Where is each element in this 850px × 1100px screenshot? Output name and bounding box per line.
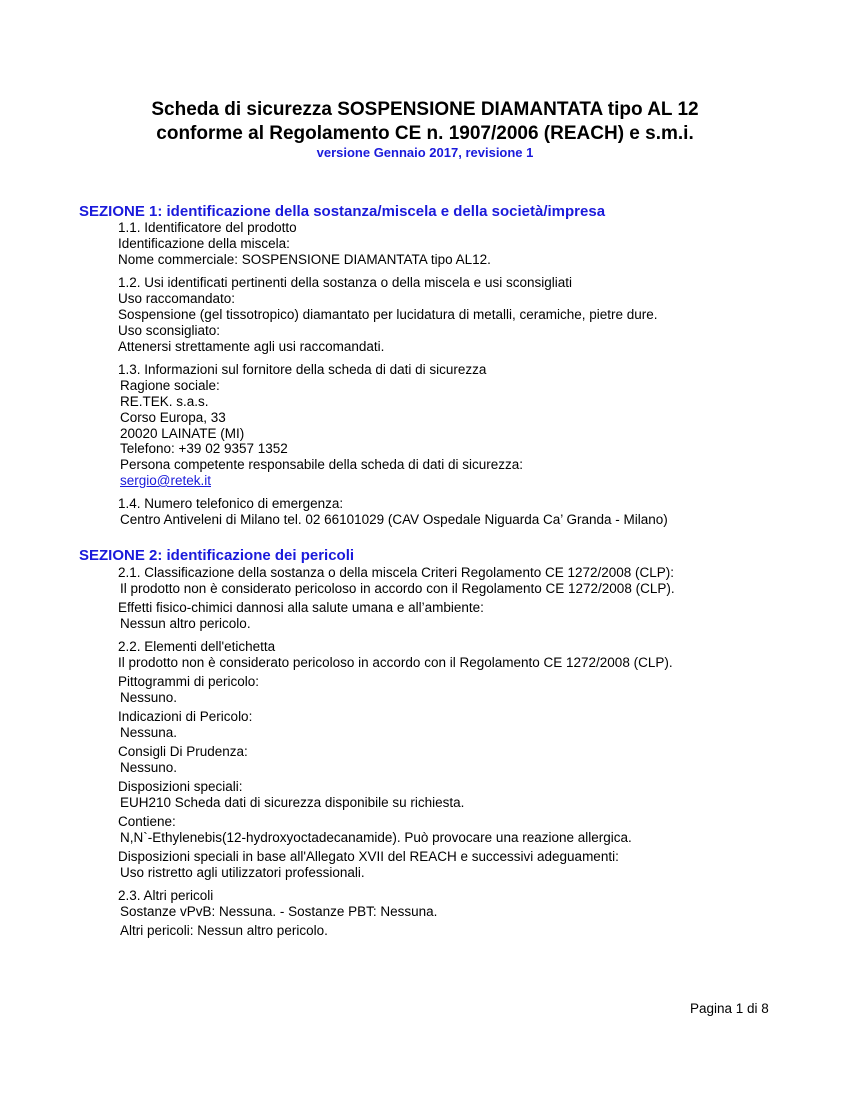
s1-2-line2: Sospensione (gel tissotropico) diamantato per lucidatura di metalli, ceramiche, pietre dure.	[118, 307, 658, 322]
s1-1-line1: Identificazione della miscela:	[118, 236, 290, 251]
s2-2-line9: EUH210 Scheda dati di sicurezza disponibile su richiesta.	[120, 795, 465, 810]
s1-3-line3: Corso Europa, 33	[120, 410, 226, 425]
s2-2-line12: Disposizioni speciali in base all'Allegato XVII del REACH e successivi adeguamenti:	[118, 849, 619, 864]
page-number: Pagina 1 di 8	[690, 1001, 769, 1016]
s2-2-line3: Nessuno.	[120, 690, 178, 705]
s2-2-line2: Pittogrammi di pericolo:	[118, 674, 260, 689]
s1-2-line4: Attenersi strettamente agli usi raccomandati.	[118, 339, 385, 354]
s1-4-title: 1.4. Numero telefonico di emergenza:	[118, 496, 344, 511]
email-link[interactable]: sergio@retek.it	[120, 473, 211, 488]
s1-3-title: 1.3. Informazioni sul fornitore della scheda di dati di sicurezza	[118, 362, 487, 377]
document-version: versione Gennaio 2017, revisione 1	[316, 145, 534, 160]
s1-3-line2: RE.TEK. s.a.s.	[120, 394, 209, 409]
s2-1-title: 2.1. Classificazione della sostanza o della miscela Criteri Regolamento CE 1272/2008 (CLP):	[118, 565, 675, 580]
section1-heading: SEZIONE 1: identificazione della sostanza/miscela e della società/impresa	[79, 203, 606, 220]
s2-2-title: 2.2. Elementi dell'etichetta	[118, 639, 276, 654]
s1-2-line3: Uso sconsigliato:	[118, 323, 221, 338]
s2-3-line2: Altri pericoli: Nessun altro pericolo.	[120, 923, 328, 938]
s2-2-line6: Consigli Di Prudenza:	[118, 744, 248, 759]
s2-3-title: 2.3. Altri pericoli	[118, 888, 214, 903]
document-title-line1: Scheda di sicurezza SOSPENSIONE DIAMANTATA tipo AL 12	[151, 99, 699, 120]
s2-2-line4: Indicazioni di Pericolo:	[118, 709, 253, 724]
s1-3-line6: Persona competente responsabile della scheda di dati di sicurezza:	[120, 457, 523, 472]
s1-3-line1: Ragione sociale:	[120, 378, 220, 393]
section2-heading: SEZIONE 2: identificazione dei pericoli	[79, 547, 355, 564]
s1-2-line1: Uso raccomandato:	[118, 291, 236, 306]
s2-3-line1: Sostanze vPvB: Nessuna. - Sostanze PBT: Nessuna.	[120, 904, 438, 919]
s2-2-line8: Disposizioni speciali:	[118, 779, 243, 794]
s2-2-line1: Il prodotto non è considerato pericoloso in accordo con il Regolamento CE 1272/2008 (CLP).	[118, 655, 673, 670]
s1-2-title: 1.2. Usi identificati pertinenti della sostanza o della miscela e usi sconsigliati	[118, 275, 572, 290]
s2-1-line1: Il prodotto non è considerato pericoloso in accordo con il Regolamento CE 1272/2008 (CLP).	[120, 581, 675, 596]
s1-3-line4: 20020 LAINATE (MI)	[120, 426, 245, 441]
s1-1-line2: Nome commerciale: SOSPENSIONE DIAMANTATA tipo AL12.	[118, 252, 491, 267]
s2-2-line13: Uso ristretto agli utilizzatori professionali.	[120, 865, 365, 880]
s2-1-line3: Nessun altro pericolo.	[120, 616, 251, 631]
s2-2-line11: N,N`-Ethylenebis(12-hydroxyoctadecanamide). Può provocare una reazione allergica.	[120, 830, 632, 845]
s2-2-line10: Contiene:	[118, 814, 176, 829]
document-title-line2: conforme al Regolamento CE n. 1907/2006 (REACH) e s.m.i.	[156, 123, 694, 144]
s1-3-line5: Telefono: +39 02 9357 1352	[120, 441, 288, 456]
s1-1-title: 1.1. Identificatore del prodotto	[118, 220, 297, 235]
s1-4-line1: Centro Antiveleni di Milano tel. 02 66101029 (CAV Ospedale Niguarda Ca’ Granda - Milano)	[120, 512, 668, 527]
s2-2-line7: Nessuno.	[120, 760, 178, 775]
s2-2-line5: Nessuna.	[120, 725, 178, 740]
s2-1-line2: Effetti fisico-chimici dannosi alla salute umana e all’ambiente:	[118, 600, 484, 615]
